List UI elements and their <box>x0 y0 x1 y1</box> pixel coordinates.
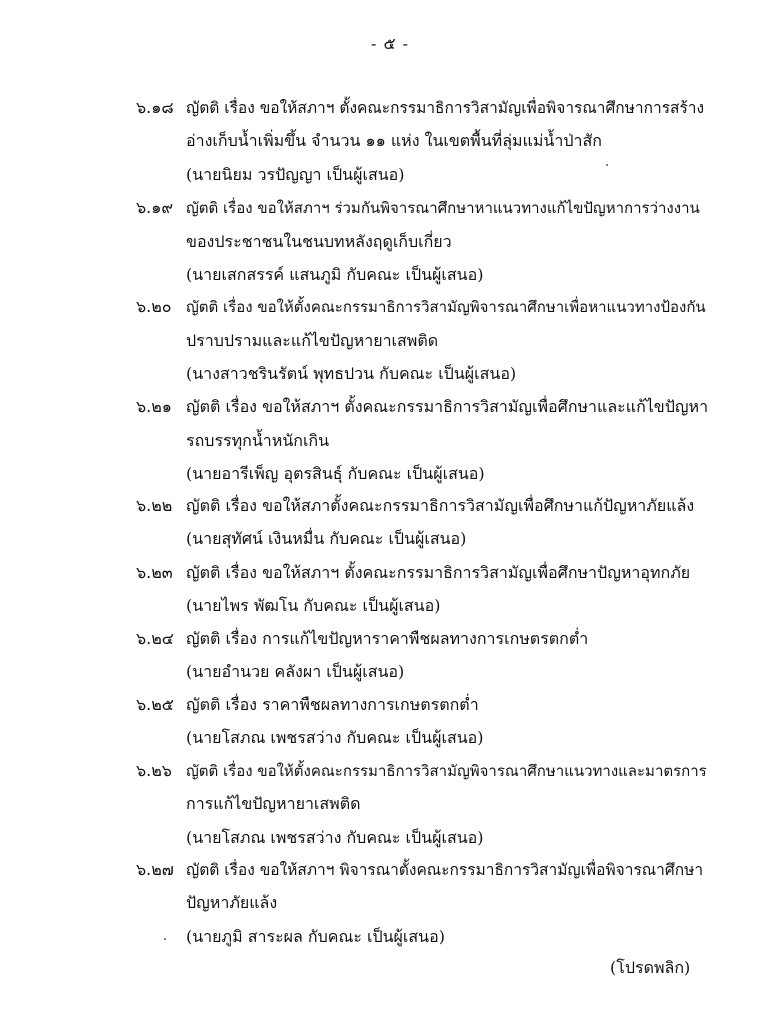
item-proposer: (นายเสกสรรค์ แสนภูมิ กับคณะ เป็นผู้เสนอ) <box>186 265 484 284</box>
item-title: ญัตติ เรื่อง ขอให้ตั้งคณะกรรมาธิการวิสามัญพิจารณาศึกษาเพื่อหาแนวทางป้องกัน <box>186 298 706 316</box>
item-title: ญัตติ เรื่อง ขอให้สภาฯ ตั้งคณะกรรมาธิการวิสามัญเพื่อพิจารณาศึกษาการสร้าง <box>186 99 705 117</box>
item-title: ญัตติ เรื่อง ขอให้สภาตั้งคณะกรรมาธิการวิสามัญเพื่อศึกษาแก้ปัญหาภัยแล้ง <box>186 496 695 515</box>
please-turn-over-note: (โปรดพลิก) <box>610 958 691 977</box>
item-number: ๖.๒๔ <box>136 629 174 648</box>
item-proposer: (นายอำนวย คลังผา เป็นผู้เสนอ) <box>186 662 405 681</box>
item-number: ๖.๒๗ <box>136 860 174 879</box>
scan-speck <box>606 164 608 166</box>
item-number: ๖.๒๖ <box>136 761 172 780</box>
item-title: ญัตติ เรื่อง ขอให้สภาฯ พิจารณาตั้งคณะกรรมาธิการวิสามัญเพื่อพิจารณาศึกษา <box>186 861 704 879</box>
item-title-continuation: อ่างเก็บน้ำเพิ่มขึ้น จำนวน ๑๑ แห่ง ในเขตพื้นที่ลุ่มแม่น้ำป่าสัก <box>186 131 602 150</box>
item-title-continuation: ของประชาชนในชนบทหลังฤดูเก็บเกี่ยว <box>186 232 452 251</box>
item-number: ๖.๑๘ <box>136 98 174 117</box>
item-number: ๖.๒๐ <box>136 297 172 316</box>
item-title: ญัตติ เรื่อง การแก้ไขปัญหาราคาพืชผลทางการเกษตรตกต่ำ <box>186 629 589 648</box>
item-proposer: (นายไพร พัฒโน กับคณะ เป็นผู้เสนอ) <box>186 596 441 615</box>
page-number: - ๕ - <box>370 34 410 53</box>
item-number: ๖.๒๓ <box>136 563 173 582</box>
item-proposer: (นายโสภณ เพชรสว่าง กับคณะ เป็นผู้เสนอ) <box>186 728 484 747</box>
item-number: ๖.๒๑ <box>136 397 172 416</box>
item-title: ญัตติ เรื่อง ขอให้สภาฯ ร่วมกันพิจารณาศึกษาหาแนวทางแก้ไขปัญหาการว่างงาน <box>186 199 700 217</box>
item-proposer: (นายอารีเพ็ญ อุตรสินธุ์ กับคณะ เป็นผู้เสนอ) <box>186 464 485 483</box>
item-proposer: (นายสุทัศน์ เงินหมื่น กับคณะ เป็นผู้เสนอ) <box>186 529 467 548</box>
item-title-continuation: การแก้ไขปัญหายาเสพติด <box>186 794 361 813</box>
item-title: ญัตติ เรื่อง ขอให้ตั้งคณะกรรมาธิการวิสามัญพิจารณาศึกษาแนวทางและมาตรการ <box>186 762 707 780</box>
scan-speck <box>164 938 166 940</box>
item-title: ญัตติ เรื่อง ราคาพืชผลทางการเกษตรตกต่ำ <box>186 695 479 714</box>
item-number: ๖.๒๒ <box>136 496 173 515</box>
item-title-continuation: รถบรรทุกน้ำหนักเกิน <box>186 431 330 450</box>
item-number: ๖.๑๙ <box>136 198 174 217</box>
item-title-continuation: ปัญหาภัยแล้ง <box>186 893 278 912</box>
item-title: ญัตติ เรื่อง ขอให้สภาฯ ตั้งคณะกรรมาธิการวิสามัญเพื่อศึกษาปัญหาอุทกภัย <box>186 563 691 582</box>
item-title-continuation: ปราบปรามและแก้ไขปัญหายาเสพติด <box>186 331 439 350</box>
item-number: ๖.๒๕ <box>136 695 174 714</box>
item-proposer: (นายโสภณ เพชรสว่าง กับคณะ เป็นผู้เสนอ) <box>186 828 484 847</box>
item-proposer: (นางสาวชรินรัตน์ พุทธปวน กับคณะ เป็นผู้เสนอ) <box>186 364 517 383</box>
item-proposer: (นายภูมิ สาระผล กับคณะ เป็นผู้เสนอ) <box>186 927 445 946</box>
item-proposer: (นายนิยม วรปัญญา เป็นผู้เสนอ) <box>186 165 405 184</box>
item-title: ญัตติ เรื่อง ขอให้สภาฯ ตั้งคณะกรรมาธิการวิสามัญเพื่อศึกษาและแก้ไขปัญหา <box>186 397 709 416</box>
